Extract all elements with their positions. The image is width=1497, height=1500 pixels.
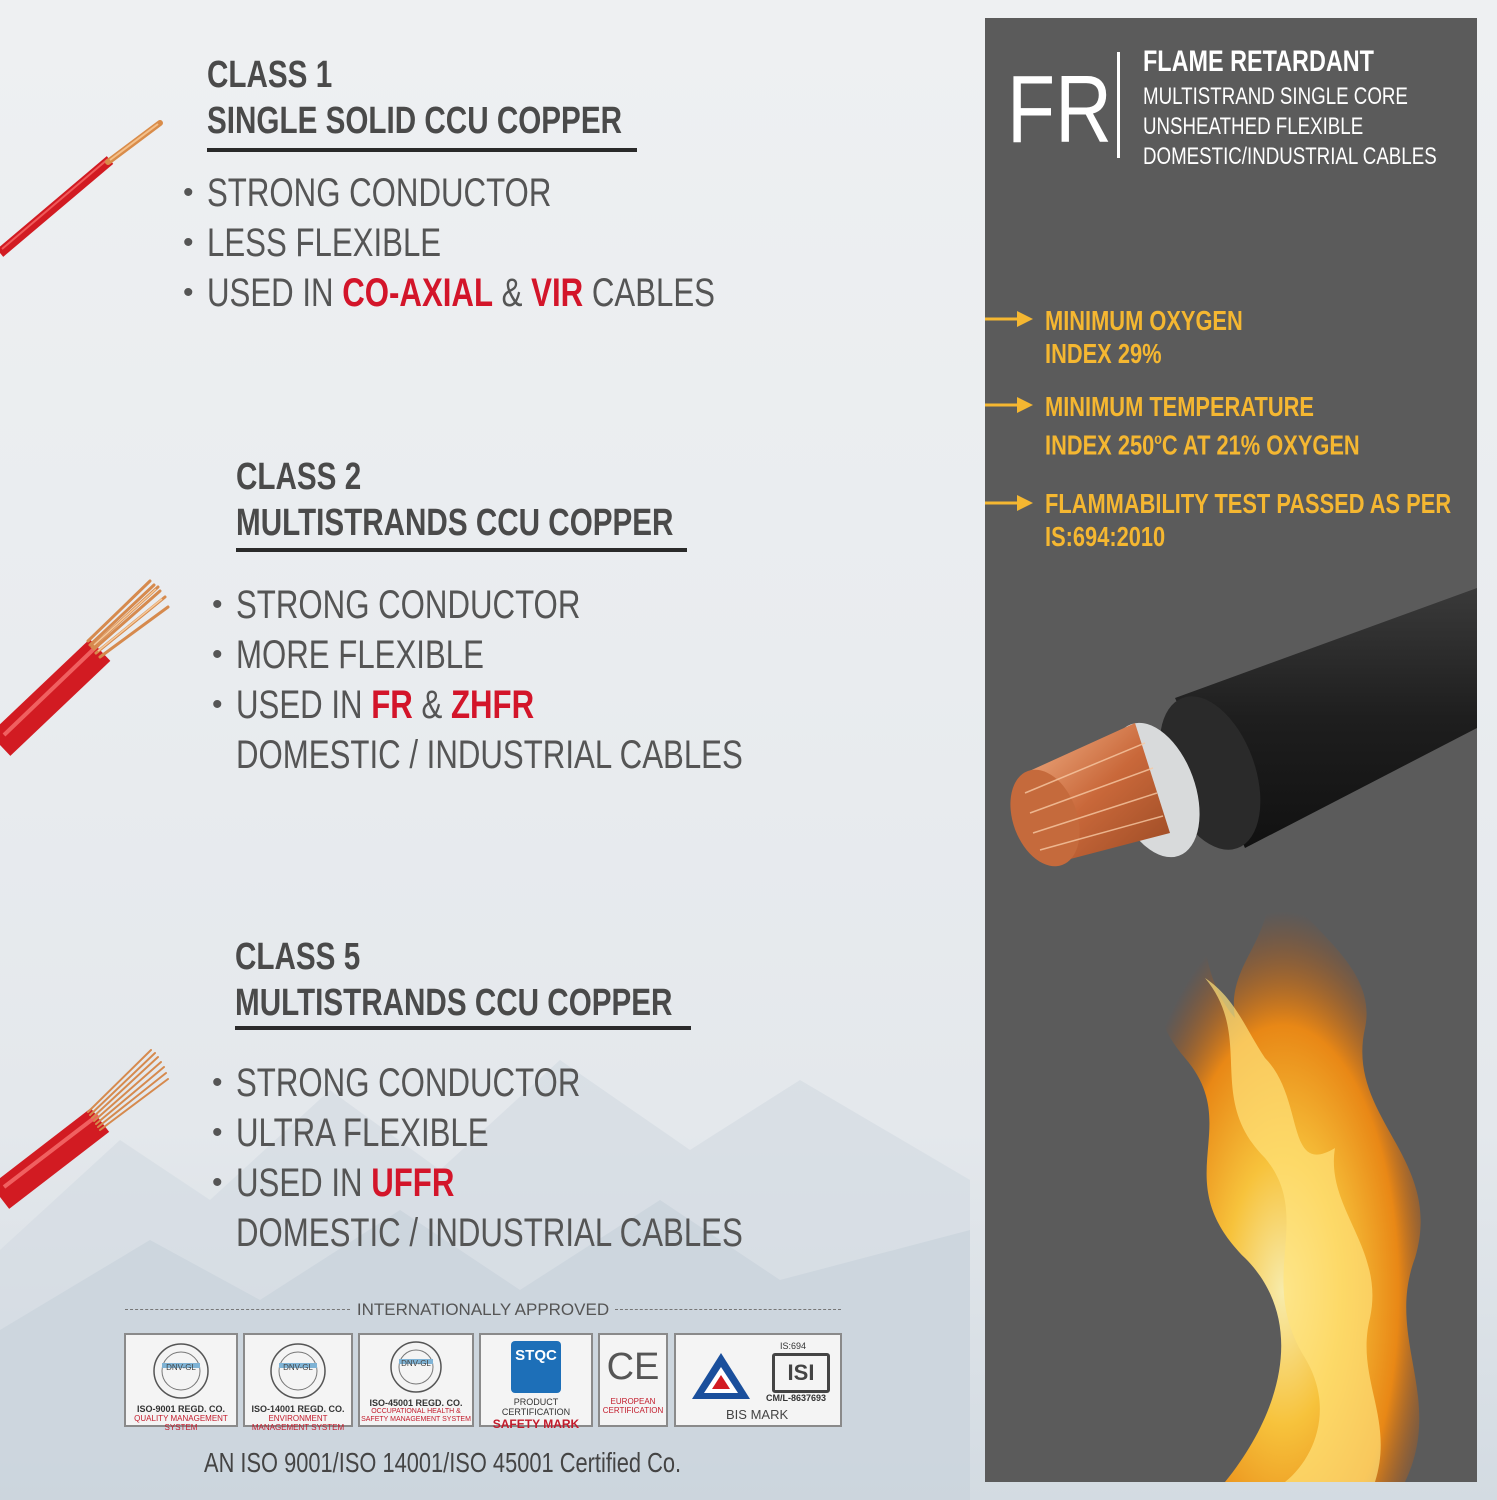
fr-info-panel	[985, 18, 1477, 1482]
dashed-divider-right	[615, 1309, 841, 1310]
highlight-zhfr: ZHFR	[450, 683, 535, 727]
list-item: • ULTRA FLEXIBLE	[212, 1111, 489, 1155]
fr-divider	[1117, 52, 1120, 158]
stqc-safety-mark-badge: STQC PRODUCT CERTIFICATION SAFETY MARK	[479, 1333, 593, 1427]
iso-45001-badge: DNV-GL ISO-45001 REGD. CO. OCCUPATIONAL HEALTH & SAFETY MANAGEMENT SYSTEM	[358, 1333, 474, 1427]
ce-mark-icon: CE	[606, 1346, 660, 1388]
ce-certification-badge: CE EUROPEAN CERTIFICATION	[598, 1333, 668, 1427]
list-item-continuation: DOMESTIC / INDUSTRIAL CABLES	[236, 733, 743, 777]
class2-bullet-list	[212, 580, 936, 780]
approvals-heading: INTERNATIONALLY APPROVED	[356, 1300, 610, 1319]
iso-14001-badge: DNV-GL ISO-14001 REGD. CO. ENVIRONMENT MANAGEMENT SYSTEM	[243, 1333, 353, 1427]
iso-9001-badge: DNV-GL ISO-9001 REGD. CO. QUALITY MANAGEMENT SYSTEM	[124, 1333, 238, 1427]
list-item: • STRONG CONDUCTOR	[183, 171, 552, 215]
feature-temperature-index: MINIMUM TEMPERATURE INDEX 250$^o$C AT 21% OXYGEN	[1045, 391, 1360, 461]
panel-subtitle: MULTISTRAND SINGLE CORE UNSHEATHED FLEXIBLE DOMESTIC/INDUSTRIAL CABLES	[1143, 83, 1437, 170]
class2-wire-image	[0, 575, 180, 760]
class5-title-line2: MULTISTRANDS CCU COPPER	[235, 982, 673, 1024]
list-item: • USED IN CO-AXIAL & VIR CABLES	[183, 271, 715, 315]
feature-flammability-test: FLAMMABILITY TEST PASSED AS PER IS:694:2010	[1045, 488, 1452, 552]
highlight-coaxial: CO-AXIAL	[342, 271, 494, 315]
class1-title	[207, 52, 739, 144]
fr-badge-text: FR	[1007, 56, 1112, 163]
arrow-right-icon	[985, 493, 1035, 513]
feature-oxygen-index: MINIMUM OXYGEN INDEX 29%	[1045, 305, 1243, 369]
list-item-continuation: DOMESTIC / INDUSTRIAL CABLES	[236, 1211, 743, 1255]
list-item: • LESS FLEXIBLE	[183, 221, 442, 265]
arrow-right-icon	[985, 395, 1035, 415]
class1-bullet-list	[183, 168, 907, 318]
bis-mark-badge: IS:694 ISI CM/L-8637693 BIS MARK	[674, 1333, 842, 1427]
arrow-right-icon	[985, 309, 1035, 329]
list-item: • USED IN FR & ZHFR	[212, 683, 535, 727]
class1-title-line1: CLASS 1	[207, 54, 333, 96]
class5-title	[235, 934, 796, 1026]
list-item: • STRONG CONDUCTOR	[212, 583, 581, 627]
dashed-divider-left	[125, 1309, 350, 1310]
highlight-fr: FR	[371, 683, 413, 727]
panel-title: FLAME RETARDANT	[1143, 45, 1374, 78]
approvals-heading-row	[125, 1300, 841, 1320]
class5-underline	[235, 1026, 691, 1030]
list-item: • MORE FLEXIBLE	[212, 633, 484, 677]
fr-cable-flame-illustration	[985, 558, 1477, 1482]
class1-underline	[207, 148, 637, 152]
highlight-vir: VIR	[531, 271, 584, 315]
class5-bullet-list	[212, 1058, 936, 1258]
list-item: • STRONG CONDUCTOR	[212, 1061, 581, 1105]
bis-logo-icon	[688, 1349, 754, 1403]
isi-mark-icon: ISI	[772, 1353, 830, 1393]
highlight-uffr: UFFR	[371, 1161, 455, 1205]
class2-title	[236, 454, 797, 546]
class1-wire-image	[0, 115, 170, 260]
class5-title-line1: CLASS 5	[235, 936, 361, 978]
class1-title-line2: SINGLE SOLID CCU COPPER	[207, 100, 623, 142]
stqc-logo-icon: STQC	[511, 1341, 561, 1393]
class2-title-line2: MULTISTRANDS CCU COPPER	[236, 502, 674, 544]
class2-title-line1: CLASS 2	[236, 456, 362, 498]
class2-underline	[236, 548, 687, 552]
class5-wire-image	[0, 1045, 180, 1210]
list-item: • USED IN UFFR	[212, 1161, 455, 1205]
certified-company-footer: AN ISO 9001/ISO 14001/ISO 45001 Certified Co.	[204, 1447, 682, 1478]
